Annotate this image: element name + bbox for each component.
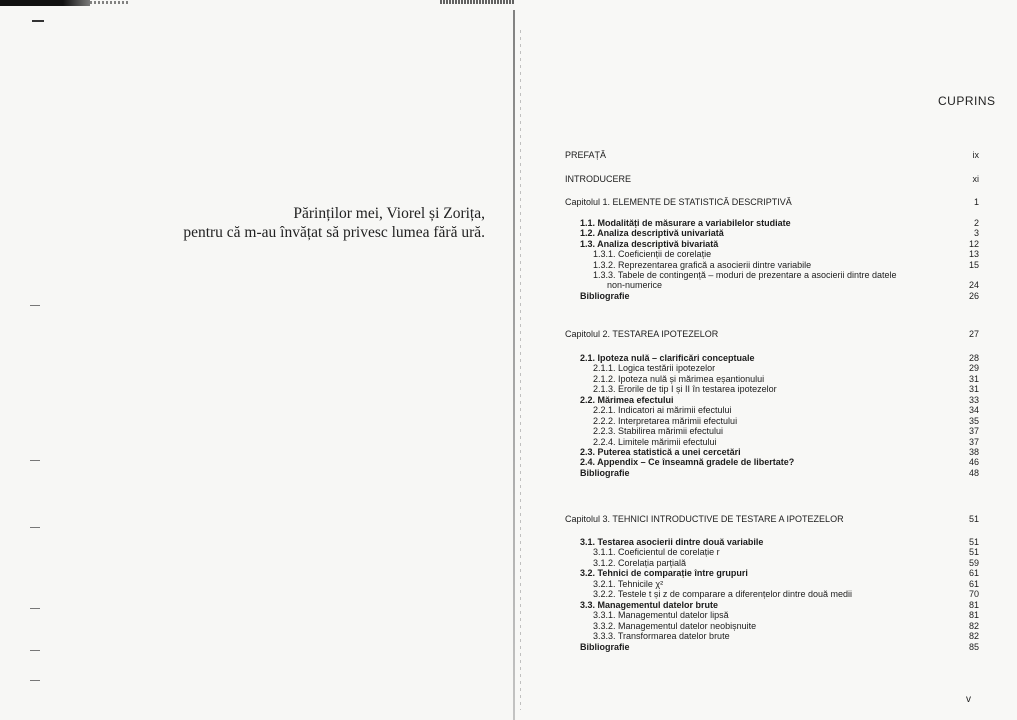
toc-entry-title: 2.2. Mărimea efectului bbox=[580, 395, 674, 405]
toc-entry-title: Bibliografie bbox=[580, 642, 630, 652]
toc-entry bbox=[565, 514, 979, 525]
toc-entry-page: 37 bbox=[968, 426, 979, 436]
toc-entry-title: 3.1. Testarea asocierii dintre două variabile bbox=[580, 537, 764, 547]
toc-entry-page: 38 bbox=[968, 447, 979, 457]
toc-entry-page: 34 bbox=[968, 405, 979, 415]
toc-entry-title: Bibliografie bbox=[580, 468, 630, 478]
toc-entry bbox=[565, 197, 979, 208]
toc-entry-title: 2.2.3. Stabilirea mărimii efectului bbox=[593, 426, 724, 436]
toc-entry-page: 61 bbox=[968, 579, 979, 589]
toc-entry bbox=[565, 405, 979, 416]
toc-entry-page: 3 bbox=[973, 228, 979, 238]
toc-entry-title: 2.4. Appendix – Ce înseamnă gradele de libertate? bbox=[580, 457, 795, 467]
margin-tick bbox=[30, 527, 40, 528]
toc-entry-title: 3.1.1. Coeficientul de corelație r bbox=[593, 547, 720, 557]
page-title: CUPRINS bbox=[938, 94, 996, 108]
toc-entry-page: 31 bbox=[968, 384, 979, 394]
toc-entry bbox=[565, 589, 979, 600]
toc-entry-page: 29 bbox=[968, 363, 979, 373]
toc-entry-title: 3.2.2. Testele t și z de comparare a diferențelor dintre două medii bbox=[593, 589, 852, 599]
toc-entry-page: ix bbox=[972, 150, 979, 160]
toc-entry-page: 27 bbox=[968, 329, 979, 339]
scan-artifact-dots bbox=[90, 1, 130, 4]
toc-entry bbox=[565, 150, 979, 161]
toc-entry-page: 26 bbox=[968, 291, 979, 301]
toc-entry-title: 1.1. Modalități de măsurare a variabilelor studiate bbox=[580, 218, 791, 228]
toc-entry-title: 2.1.2. Ipoteza nulă și mărimea eșantionului bbox=[593, 374, 765, 384]
toc-entry bbox=[565, 280, 979, 291]
toc-entry-page: 35 bbox=[968, 416, 979, 426]
toc-entry-page: 61 bbox=[968, 568, 979, 578]
margin-tick bbox=[30, 305, 40, 306]
toc-entry-page: 15 bbox=[968, 260, 979, 270]
toc-entry-page: 51 bbox=[968, 537, 979, 547]
toc-entry bbox=[565, 384, 979, 395]
toc-entry-page: 13 bbox=[968, 249, 979, 259]
toc-entry-title: 2.2.2. Interpretarea mărimii efectului bbox=[593, 416, 738, 426]
toc-entry bbox=[565, 547, 979, 558]
toc-entry-page: 48 bbox=[968, 468, 979, 478]
toc-entry bbox=[565, 363, 979, 374]
toc-entry-title: 1.3.3. Tabele de contingență – moduri de prezentare a asocierii dintre datele bbox=[593, 270, 897, 280]
toc-entry-page: xi bbox=[972, 174, 979, 184]
page-number: v bbox=[966, 694, 971, 705]
margin-tick bbox=[30, 650, 40, 651]
toc-entry-page: 51 bbox=[968, 514, 979, 524]
dedication bbox=[85, 204, 485, 242]
toc-entry bbox=[565, 568, 979, 579]
toc-entry-title: 2.3. Puterea statistică a unei cercetări bbox=[580, 447, 741, 457]
toc-entry bbox=[565, 329, 979, 340]
toc-entry bbox=[565, 291, 979, 302]
margin-tick bbox=[30, 680, 40, 681]
toc-entry bbox=[565, 468, 979, 479]
toc-entry-page: 24 bbox=[968, 280, 979, 290]
toc-entry-title: INTRODUCERE bbox=[565, 174, 632, 184]
toc-entry bbox=[565, 631, 979, 642]
toc-entry-title: 3.3.2. Managementul datelor neobișnuite bbox=[593, 621, 757, 631]
toc-entry-title: 1.3.1. Coeficienții de corelație bbox=[593, 249, 712, 259]
toc-entry-title: 3.3. Managementul datelor brute bbox=[580, 600, 719, 610]
toc-entry-page: 81 bbox=[968, 610, 979, 620]
margin-tick bbox=[30, 460, 40, 461]
toc-entry-title: 2.1.1. Logica testării ipotezelor bbox=[593, 363, 716, 373]
toc-entry-page: 1 bbox=[973, 197, 979, 207]
toc-entry bbox=[565, 426, 979, 437]
toc-entry-title: 2.2.4. Limitele mărimii efectului bbox=[593, 437, 717, 447]
toc-entry-page: 82 bbox=[968, 631, 979, 641]
toc-entry-page: 81 bbox=[968, 600, 979, 610]
toc-entry-page: 28 bbox=[968, 353, 979, 363]
toc-entry-title: 3.2.1. Tehnicile χ² bbox=[593, 579, 664, 589]
toc-entry bbox=[565, 174, 979, 185]
toc-entry-title: Capitolul 2. TESTAREA IPOTEZELOR bbox=[565, 329, 719, 339]
margin-tick bbox=[30, 608, 40, 609]
toc-entry-title: PREFAȚĂ bbox=[565, 150, 607, 160]
toc-entry-page: 2 bbox=[973, 218, 979, 228]
toc-entry-title: 3.1.2. Corelația parțială bbox=[593, 558, 687, 568]
toc-entry-page: 70 bbox=[968, 589, 979, 599]
dedication-line-2: pentru că m-au învățat să privesc lumea fără ură. bbox=[183, 224, 485, 241]
toc-entry-page: 33 bbox=[968, 395, 979, 405]
toc-entry-title: 1.3. Analiza descriptivă bivariată bbox=[580, 239, 719, 249]
toc-entry-title: non-numerice bbox=[607, 280, 663, 290]
toc-entry-page: 31 bbox=[968, 374, 979, 384]
toc-entry-title: 2.2.1. Indicatori ai mărimii efectului bbox=[593, 405, 732, 415]
toc-entry-page: 37 bbox=[968, 437, 979, 447]
toc-entry-page: 12 bbox=[968, 239, 979, 249]
toc-entry-title: 2.1.3. Erorile de tip I și II în testarea ipotezelor bbox=[593, 384, 777, 394]
toc-entry-title: 2.1. Ipoteza nulă – clarificări conceptuale bbox=[580, 353, 755, 363]
toc-entry-title: 3.2. Tehnici de comparație între grupuri bbox=[580, 568, 748, 578]
right-page bbox=[515, 0, 1017, 720]
toc-entry-page: 46 bbox=[968, 457, 979, 467]
toc-entry-title: Capitolul 3. TEHNICI INTRODUCTIVE DE TESTARE A IPOTEZELOR bbox=[565, 514, 844, 524]
corner-mark bbox=[32, 20, 44, 22]
toc-entry bbox=[565, 610, 979, 621]
toc-entry-title: 3.3.1. Managementul datelor lipsă bbox=[593, 610, 729, 620]
toc-entry bbox=[565, 457, 979, 468]
toc-entry-page: 85 bbox=[968, 642, 979, 652]
dedication-line-1: Părinților mei, Viorel și Zorița, bbox=[293, 205, 485, 222]
toc-entry-title: 1.3.2. Reprezentarea grafică a asocierii dintre variabile bbox=[593, 260, 812, 270]
toc-entry bbox=[565, 228, 979, 239]
toc-entry bbox=[565, 249, 979, 260]
toc-entry-page: 59 bbox=[968, 558, 979, 568]
gutter-edge bbox=[520, 30, 521, 710]
toc-entry-title: Capitolul 1. ELEMENTE DE STATISTICĂ DESCRIPTIVĂ bbox=[565, 197, 792, 207]
toc-entry-title: 3.3.3. Transformarea datelor brute bbox=[593, 631, 730, 641]
toc-entry-page: 51 bbox=[968, 547, 979, 557]
scan-artifact-bar bbox=[0, 0, 90, 6]
toc-entry-title: Bibliografie bbox=[580, 291, 630, 301]
toc-entry bbox=[565, 642, 979, 653]
toc-entry-page: 82 bbox=[968, 621, 979, 631]
toc-entry-title: 1.2. Analiza descriptivă univariată bbox=[580, 228, 724, 238]
